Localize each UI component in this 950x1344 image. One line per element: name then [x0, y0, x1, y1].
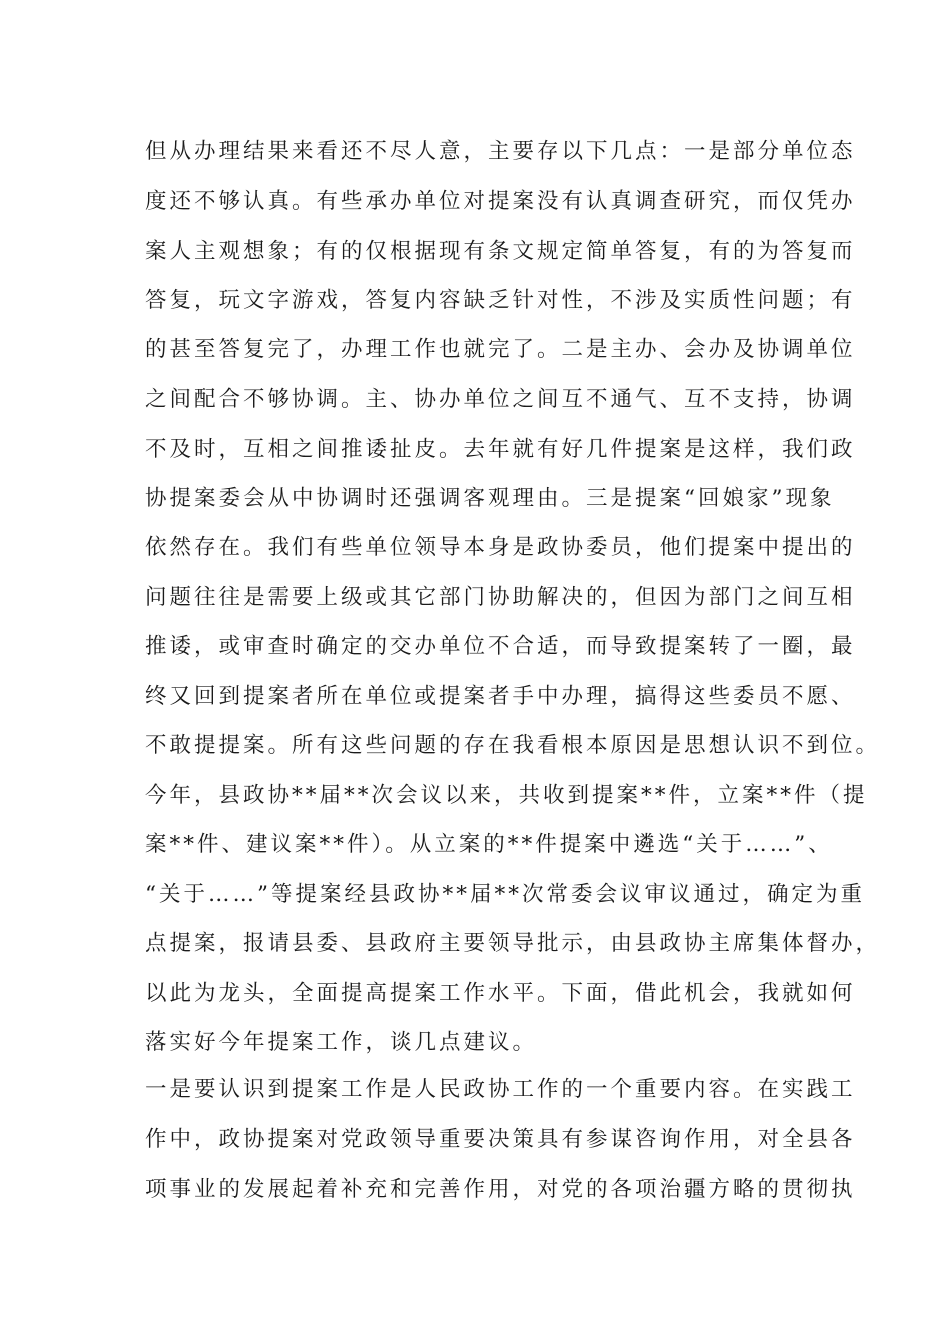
text-line: 一是要认识到提案工作是人民政协工作的一个重要内容。在实践工 [145, 1077, 856, 1102]
text-line: 协提案委会从中协调时还强调客观理由。三是提案“回娘家”现象 [145, 486, 835, 511]
text-line: 不敢提提案。所有这些问题的存在我看根本原因是思想认识不到位。 [145, 733, 881, 758]
text-line: 点提案，报请县委、县政府主要领导批示，由县政协主席集体督办， [145, 931, 881, 956]
text-line: 以此为龙头，全面提高提案工作水平。下面，借此机会，我就如何 [145, 981, 856, 1006]
text-line: 案人主观想象；有的仅根据现有条文规定简单答复，有的为答复而 [145, 239, 856, 264]
text-line: 之间配合不够协调。主、协办单位之间互不通气、互不支持，协调 [145, 387, 856, 412]
text-line: 今年，县政协**届**次会议以来，共收到提案**件，立案**件（提 [145, 783, 868, 808]
text-line: 项事业的发展起着补充和完善作用，对党的各项治疆方略的贯彻执 [145, 1177, 856, 1202]
text-line: 答复，玩文字游戏，答复内容缺乏针对性，不涉及实质性问题；有 [145, 288, 856, 313]
text-line: 的甚至答复完了，办理工作也就完了。二是主办、会办及协调单位 [145, 337, 856, 362]
text-line: 落实好今年提案工作，谈几点建议。 [145, 1030, 538, 1055]
text-line: 作中，政协提案对党政领导重要决策具有参谋咨询作用，对全县各 [145, 1127, 856, 1152]
text-line: 依然存在。我们有些单位领导本身是政协委员，他们提案中提出的 [145, 535, 856, 560]
text-line: 不及时，互相之间推诿扯皮。去年就有好几件提案是这样，我们政 [145, 437, 856, 462]
text-line: 度还不够认真。有些承办单位对提案没有认真调查研究，而仅凭办 [145, 189, 856, 214]
text-line: 问题往往是需要上级或其它部门协助解决的，但因为部门之间互相 [145, 585, 856, 610]
text-line: “关于……”等提案经县政协**届**次常委会议审议通过，确定为重 [145, 882, 865, 907]
text-line: 但从办理结果来看还不尽人意，主要存以下几点：一是部分单位态 [145, 139, 856, 164]
text-line: 终又回到提案者所在单位或提案者手中办理，搞得这些委员不愿、 [145, 684, 856, 709]
text-line: 推诿，或审查时确定的交办单位不合适，而导致提案转了一圈，最 [145, 634, 856, 659]
text-line: 案**件、建议案**件）。从立案的**件提案中遴选“关于……”、 [145, 832, 833, 857]
